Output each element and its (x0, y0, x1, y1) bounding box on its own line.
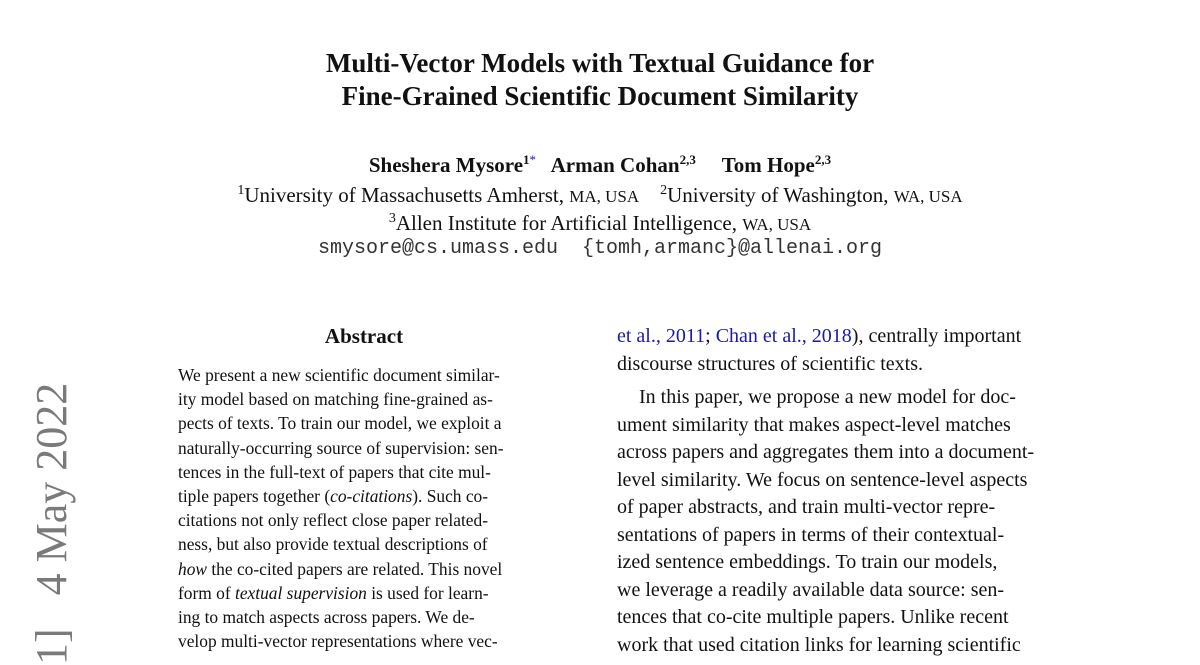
affiliation-name: Allen Institute for Artificial Intelligence, (395, 211, 737, 235)
abstract-line: tiple papers together (co-citations). Such co- (178, 486, 489, 507)
title-line-1: Multi-Vector Models with Textual Guidance for (325, 48, 875, 78)
abstract-body (178, 363, 550, 653)
emphasis: textual supervision (235, 582, 367, 603)
author-list (0, 146, 1200, 179)
abstract-line: tences in the full-text of papers that cite mul- (178, 461, 491, 482)
author-name: Sheshera Mysore (368, 153, 524, 177)
abstract-heading: Abstract (324, 324, 404, 348)
email-address[interactable]: {tomh,armanc}@allenai.org (582, 237, 883, 260)
body-line: we leverage a readily available data source: sen- (617, 578, 1005, 601)
affiliation-name: University of Massachusetts Amherst, (244, 183, 564, 207)
abstract-line: form of textual supervision is used for learn- (178, 582, 489, 603)
abstract-line: ness, but also provide textual descriptions of (178, 534, 488, 555)
author-affiliation-mark: 2,3 (814, 152, 832, 167)
body-line: work that used citation links for learning scientific (617, 633, 1021, 656)
affiliation-location: WA, USA (893, 187, 963, 206)
affiliation-mark: 1 (237, 183, 245, 198)
body-line: et al., 2011; Chan et al., 2018), centrally important (617, 325, 1022, 347)
arxiv-sidebar-stamp: 1] 4 May 2022 (27, 382, 76, 665)
affiliation-name: University of Washington, (667, 183, 889, 207)
author-name: Arman Cohan (550, 153, 680, 177)
right-column-body (617, 323, 1058, 659)
title-line-2: Fine-Grained Scientific Document Similarity (341, 81, 859, 111)
abstract-line: ity model based on matching fine-grained as- (178, 389, 493, 410)
author-name: Tom Hope (721, 153, 815, 177)
body-line: In this paper, we propose a new model for doc- (639, 386, 1016, 408)
affiliation-mark: 3 (388, 211, 396, 226)
body-line: level similarity. We focus on sentence-level aspects (617, 468, 1028, 491)
abstract-line: naturally-occurring source of supervision: sen- (178, 437, 504, 458)
body-line: ument similarity that makes aspect-level matches (617, 413, 1011, 436)
citation-link[interactable]: et al., 2011 (617, 325, 706, 347)
citation-link[interactable]: Chan et al., 2018 (715, 325, 852, 347)
author-footnote-mark[interactable]: * (529, 152, 537, 167)
paragraph (617, 384, 1058, 659)
affiliation-line-2 (0, 205, 1200, 239)
abstract-line: velop multi-vector representations where vec- (178, 631, 498, 652)
abstract-line: citations not only reflect close paper related- (178, 510, 488, 531)
paper-title (0, 47, 1200, 113)
email-address[interactable]: smysore@cs.umass.edu (317, 237, 558, 260)
emphasis: how (178, 558, 207, 579)
body-line: ized sentence embeddings. To train our models, (617, 551, 998, 573)
body-line: across papers and aggregates them into a document- (617, 441, 1035, 463)
author-affiliation-mark: 2,3 (679, 152, 696, 167)
paragraph (617, 323, 1058, 378)
author-affiliation-mark: 1 (523, 152, 530, 167)
body-line: discourse structures of scientific texts. (617, 352, 924, 375)
abstract-line: how the co-cited papers are related. This novel (178, 558, 503, 579)
abstract-line: We present a new scientific document similar- (178, 365, 500, 385)
body-line: sentations of papers in terms of their contextual- (617, 523, 1005, 546)
affiliation-location: WA, USA (742, 215, 812, 234)
emphasis: co-citations (330, 486, 413, 507)
affiliation-mark: 2 (660, 183, 668, 198)
affiliation-location: MA, USA (569, 187, 640, 206)
author-emails (0, 236, 1200, 262)
abstract-line: pects of texts. To train our model, we exploit a (178, 413, 502, 434)
abstract-line: ing to match aspects across papers. We de- (178, 607, 475, 628)
body-line: of paper abstracts, and train multi-vector repre- (617, 496, 996, 518)
body-line: tences that co-cite multiple papers. Unlike recent (617, 606, 1009, 628)
